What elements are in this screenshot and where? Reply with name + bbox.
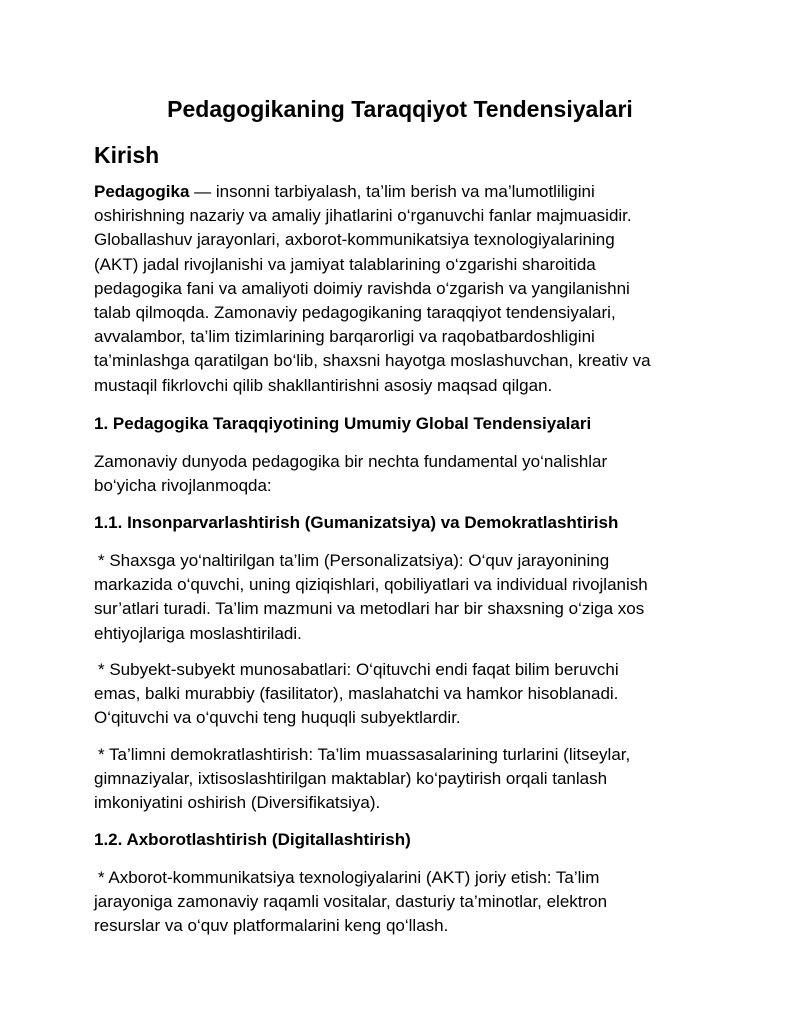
bullet-line: O‘qituvchi va o‘quvchi teng huquqli subyektlardir. xyxy=(94,708,461,728)
intro-line: ta’minlashga qaratilgan bo‘lib, shaxsni hayotga moslashuvchan, kreativ va xyxy=(94,351,651,371)
bullet-line: jarayoniga zamonaviy raqamli vositalar, dasturiy ta’minotlar, elektron xyxy=(94,892,608,912)
section-1-line: Zamonaviy dunyoda pedagogika bir nechta fundamental yo‘nalishlar xyxy=(94,452,608,471)
section-1-paragraph xyxy=(94,450,706,498)
bullet-line: gimnaziyalar, ixtisoslashtirilgan maktablar) ko‘paytirish orqali tanlash xyxy=(94,769,608,789)
bullet-line: imkoniyatini oshirish (Diversifikatsiya). xyxy=(94,793,381,813)
intro-line xyxy=(94,180,706,204)
bullet-line: * Subyekt-subyekt munosabatlari: O‘qituvchi endi faqat bilim beruvchi xyxy=(98,660,619,679)
bullet-line: * Shaxsga yo‘naltirilgan ta’lim (Personalizatsiya): O‘quv jarayonining xyxy=(98,551,610,570)
bullet-line: sur’atlari turadi. Ta’lim mazmuni va metodlari har bir shaxsning o‘ziga xos xyxy=(94,599,645,619)
intro-term: Pedagogika xyxy=(94,182,190,201)
bullet-line: * Ta’limni demokratlashtirish: Ta’lim muassasalarining turlarini (litseylar, xyxy=(98,745,631,764)
intro-line-text: — insonni tarbiyalash, ta’lim berish va ma’lumotliligini xyxy=(189,182,595,201)
bullet-subject-relations xyxy=(94,658,706,731)
document-title: Pedagogikaning Taraqqiyot Tendensiyalari xyxy=(167,96,633,122)
intro-line: avvalambor, ta’lim tizimlarining barqarorligi va raqobatbardoshligini xyxy=(94,327,595,347)
intro-line: talab qilmoqda. Zamonaviy pedagogikaning taraqqiyot tendensiyalari, xyxy=(94,303,616,323)
bullet-line: ehtiyojlariga moslashtiriladi. xyxy=(94,623,302,643)
section-1-2-heading: 1.2. Axborotlashtirish (Digitallashtirish) xyxy=(94,830,411,849)
section-1-1-heading: 1.1. Insonparvarlashtirish (Gumanizatsiya) va Demokratlashtirish xyxy=(94,513,619,532)
bullet-line: * Axborot-kommunikatsiya texnologiyalarini (AKT) joriy etish: Ta’lim xyxy=(98,868,600,887)
section-1-line: bo‘yicha rivojlanmoqda: xyxy=(94,476,272,496)
bullet-line: markazida o‘quvchi, uning qiziqishlari, qobiliyatlari va individual rivojlanish xyxy=(94,575,648,595)
intro-line: Globallashuv jarayonlari, axborot-kommunikatsiya texnologiyalarining xyxy=(94,230,615,250)
intro-line: (AKT) jadal rivojlanishi va jamiyat talablarining o‘zgarishi sharoitida xyxy=(94,254,596,274)
intro-paragraph xyxy=(94,180,706,398)
intro-line: mustaqil fikrlovchi qilib shakllantirishni asosiy maqsad qilgan. xyxy=(94,375,553,395)
bullet-personalization xyxy=(94,549,706,646)
bullet-democratization xyxy=(94,743,706,816)
section-1-heading: 1. Pedagogika Taraqqiyotining Umumiy Global Tendensiyalari xyxy=(94,414,592,433)
intro-line: pedagogika fani va amaliyoti doimiy ravishda o‘zgarish va yangilanishni xyxy=(94,278,630,298)
bullet-ict xyxy=(94,866,706,939)
intro-line: oshirishning nazariy va amaliy jihatlarini o‘rganuvchi fanlar majmuasidir. xyxy=(94,206,632,226)
bullet-line: emas, balki murabbiy (fasilitator), maslahatchi va hamkor hisoblanadi. xyxy=(94,684,619,704)
bullet-line: resurslar va o‘quv platformalarini keng qo‘llash. xyxy=(94,916,449,936)
intro-heading: Kirish xyxy=(94,142,160,168)
